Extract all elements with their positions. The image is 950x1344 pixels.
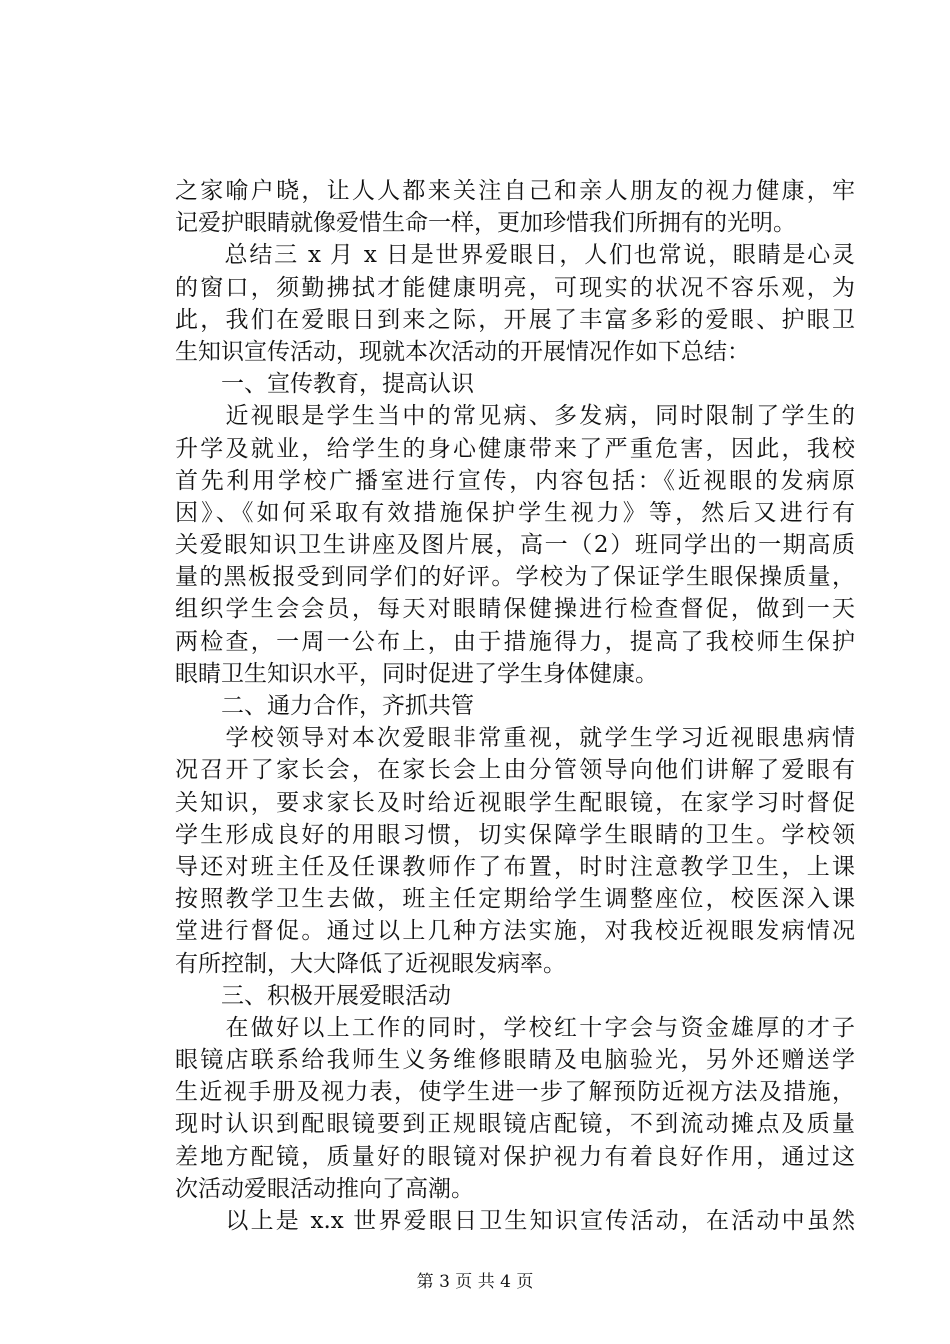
text-line: 在做好以上工作的同时，学校红十字会与资金雄厚的才子 — [175, 1014, 855, 1041]
text-line: 况召开了家长会，在家长会上由分管领导向他们讲解了爱眼有 — [175, 757, 855, 784]
text-line: 量的黑板报受到同学们的好评。学校为了保证学生眼保操质量， — [175, 564, 855, 591]
text-line: 有所控制，大大降低了近视眼发病率。 — [175, 950, 566, 977]
text-line: 堂进行督促。通过以上几种方法实施，对我校近视眼发病情况 — [175, 918, 855, 945]
text-line: 两检查，一周一公布上，由于措施得力，提高了我校师生保护 — [175, 628, 855, 655]
text-line: 首先利用学校广播室进行宣传，内容包括：《近视眼的发病原 — [175, 467, 855, 494]
text-line: 眼镜店联系给我师生义务维修眼睛及电脑验光，另外还赠送学 — [175, 1047, 855, 1074]
text-line: 现时认识到配眼镜要到正规眼镜店配镜，不到流动摊点及质量 — [175, 1111, 855, 1138]
page-footer: 第 3 页 共 4 页 — [416, 1272, 534, 1292]
text-line: 学校领导对本次爱眼非常重视，就学生学习近视眼患病情 — [175, 725, 855, 752]
text-line: 因》、《如何采取有效措施保护学生视力》等，然后又进行有 — [175, 499, 855, 526]
text-line: 的窗口，须勤拂拭才能健康明亮，可现实的状况不容乐观，为 — [175, 274, 855, 301]
text-line: 二、通力合作，齐抓共管 — [175, 693, 474, 719]
text-line: 升学及就业，给学生的身心健康带来了严重危害，因此，我校 — [175, 435, 855, 462]
text-line: 之家喻户晓，让人人都来关注自己和亲人朋友的视力健康，牢 — [175, 178, 855, 204]
document-body — [175, 175, 855, 1237]
text-line: 次活动爱眼活动推向了高潮。 — [175, 1175, 474, 1202]
text-line: 此，我们在爱眼日到来之际，开展了丰富多彩的爱眼、护眼卫 — [175, 306, 855, 333]
text-line: 学生形成良好的用眼习惯，切实保障学生眼睛的卫生。学校领 — [175, 821, 855, 848]
text-line: 生近视手册及视力表，使学生进一步了解预防近视方法及措施， — [175, 1079, 855, 1106]
text-line: 一、宣传教育，提高认识 — [175, 371, 474, 398]
text-line: 差地方配镜，质量好的眼镜对保护视力有着良好作用，通过这 — [175, 1143, 855, 1170]
text-line: 近视眼是学生当中的常见病、多发病，同时限制了学生的 — [175, 403, 855, 430]
text-line: 三、积极开展爱眼活动 — [175, 982, 451, 1009]
text-line: 组织学生会会员，每天对眼睛保健操进行检查督促，做到一天 — [175, 596, 855, 623]
text-line: 按照教学卫生去做，班主任定期给学生调整座位，校医深入课 — [175, 886, 855, 913]
text-line: 导还对班主任及任课教师作了布置，时时注意教学卫生，上课 — [175, 853, 855, 880]
text-line: 记爱护眼睛就像爱惜生命一样，更加珍惜我们所拥有的光明。 — [175, 210, 796, 237]
text-line: 眼睛卫生知识水平，同时促进了学生身体健康。 — [175, 660, 658, 687]
text-line: 关爱眼知识卫生讲座及图片展，高一（2）班同学出的一期高质 — [175, 532, 855, 559]
text-line: 以上是 x.x 世界爱眼日卫生知识宣传活动，在活动中虽然 — [175, 1208, 855, 1234]
text-line: 关知识，要求家长及时给近视眼学生配眼镜，在家学习时督促 — [175, 789, 855, 816]
text-line: 生知识宣传活动，现就本次活动的开展情况作如下总结： — [175, 338, 750, 365]
text-line: 总结三 x 月 x 日是世界爱眼日，人们也常说，眼睛是心灵 — [175, 242, 855, 269]
